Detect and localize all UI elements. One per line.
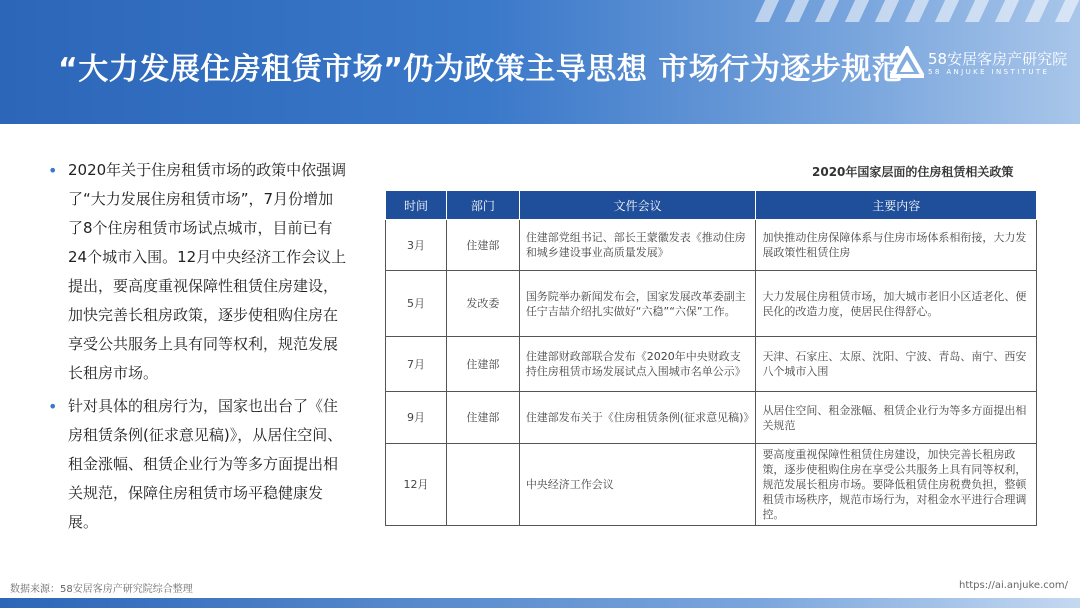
cell-dept: 住建部	[446, 337, 519, 392]
cell-time: 3月	[386, 220, 447, 271]
header-dept: 部门	[446, 191, 519, 220]
table-title: 2020年国家层面的住房租赁相关政策	[812, 165, 1014, 179]
table-row	[386, 271, 1037, 337]
page-title: “大力发展住房租赁市场”仍为政策主导思想 市场行为逐步规范	[58, 52, 903, 87]
bullet-text: 2020年关于住房租赁市场的政策中依强调了“大力发展住房租赁市场”，7月份增加了8个住房租赁市场试点城市，目前已有24个城市入围。12月中央经济工作会议上提出，要高度重视保障性租赁住房建设，加快完善长租房政策，逐步使租购住房在享受公共服务上具有同等权利，规范发展长租房市场。	[68, 161, 347, 382]
cell-document: 住建部党组书记、部长王蒙徽发表《推动住房和城乡建设事业高质量发展》	[519, 220, 756, 271]
header-document: 文件会议	[519, 191, 756, 220]
header-time: 时间	[386, 191, 447, 220]
logo-icon	[890, 46, 924, 78]
logo-text-cn: 58安居客房产研究院	[928, 50, 1068, 68]
bullet-item	[48, 156, 348, 388]
cell-document: 住建部财政部联合发布《2020年中央财政支持住房租赁市场发展试点入围城市名单公示》	[519, 337, 756, 392]
cell-dept: 住建部	[446, 220, 519, 271]
cell-content: 从居住空间、租金涨幅、租赁企业行为等多方面提出相关规范	[756, 392, 1037, 444]
cell-dept: 住建部	[446, 392, 519, 444]
bullet-text: 针对具体的租房行为，国家也出台了《住房租赁条例(征求意见稿)》，从居住空间、租金涨幅、租赁企业行为等多方面提出相关规范，保障住房租赁市场平稳健康发展。	[68, 397, 343, 531]
cell-dept	[446, 444, 519, 526]
cell-document: 住建部发布关于《住房租赁条例(征求意见稿)》	[519, 392, 756, 444]
cell-document: 国务院举办新闻发布会，国家发展改革委副主任宁吉喆介绍扎实做好“六稳”“六保”工作。	[519, 271, 756, 337]
cell-content: 加快推动住房保障体系与住房市场体系相衔接，大力发展政策性租赁住房	[756, 220, 1037, 271]
table-row	[386, 220, 1037, 271]
cell-content: 大力发展住房租赁市场，加大城市老旧小区适老化、便民化的改造力度，使居民住得舒心。	[756, 271, 1037, 337]
footer-source: 数据来源：58安居客房产研究院综合整理	[10, 584, 193, 595]
bullet-item	[48, 392, 348, 537]
cell-document: 中央经济工作会议	[519, 444, 756, 526]
logo-text-en: 58 ANJUKE INSTITUTE	[928, 68, 1050, 76]
bullet-dot-icon: •	[48, 397, 58, 416]
cell-time: 9月	[386, 392, 447, 444]
cell-content: 天津、石家庄、太原、沈阳、宁波、青岛、南宁、西安八个城市入围	[756, 337, 1037, 392]
footer-url: https://ai.anjuke.com/	[958, 580, 1068, 591]
table-row	[386, 392, 1037, 444]
decorative-stripes	[720, 0, 1080, 22]
table-row	[386, 337, 1037, 392]
bottom-bar	[0, 598, 1080, 608]
cell-time: 5月	[386, 271, 447, 337]
cell-dept: 发改委	[446, 271, 519, 337]
table-row	[386, 444, 1037, 526]
header-banner	[0, 0, 1080, 124]
bullet-dot-icon: •	[48, 161, 58, 180]
header-content: 主要内容	[756, 191, 1037, 220]
table-header-row	[386, 191, 1037, 220]
policy-table	[385, 190, 1037, 526]
cell-time: 7月	[386, 337, 447, 392]
bullet-list	[48, 156, 348, 541]
cell-content: 要高度重视保障性租赁住房建设，加快完善长租房政策，逐步使租购住房在享受公共服务上具有同等权利，规范发展长租房市场。要降低租赁住房税费负担，整顿租赁市场秩序，规范市场行为，对租金水平进行合理调控。	[756, 444, 1037, 526]
cell-time: 12月	[386, 444, 447, 526]
logo	[888, 44, 1068, 84]
